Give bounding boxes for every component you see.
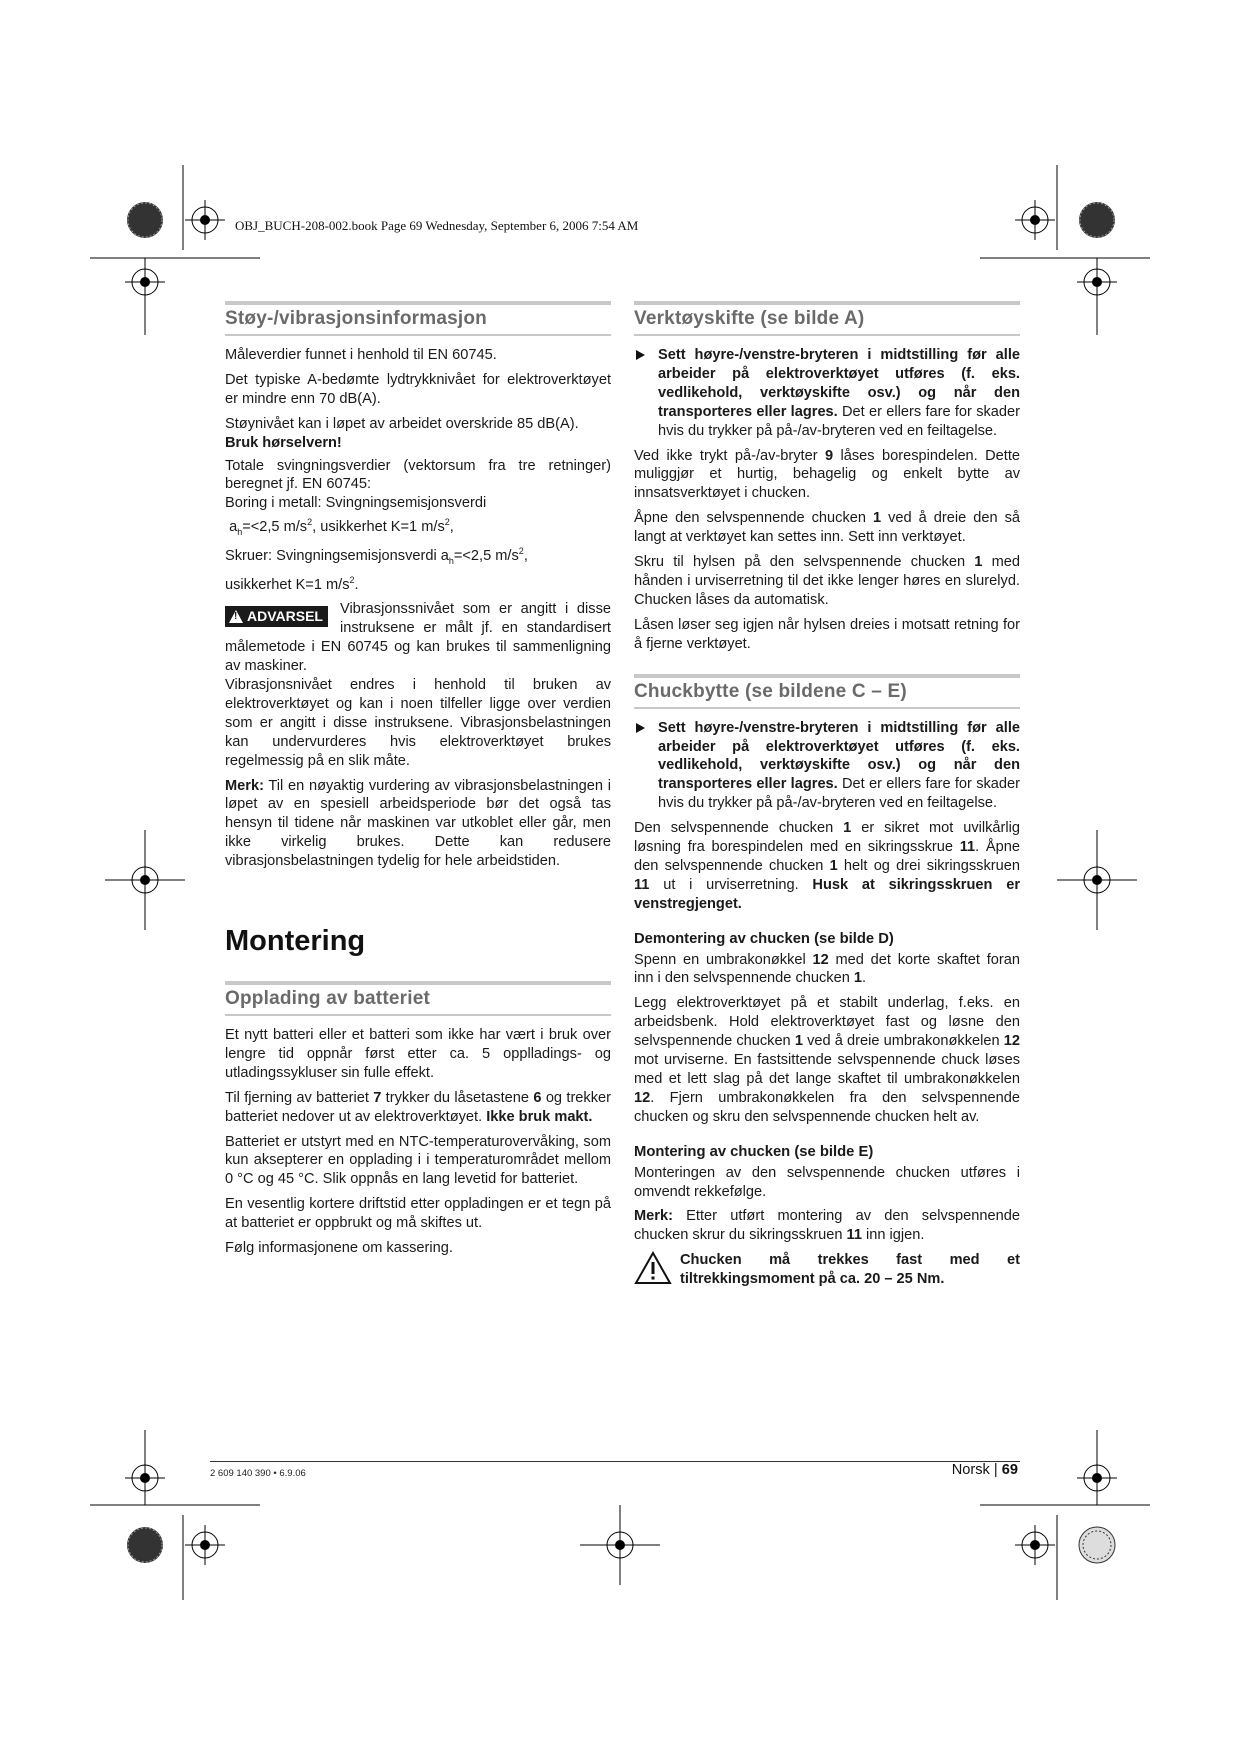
paragraph: Følg informasjonene om kassering. bbox=[225, 1240, 453, 1257]
section-title-chuck-change: Chuckbytte (se bildene C – E) bbox=[634, 674, 1020, 709]
subheading-montering: Montering av chucken (se bilde E) bbox=[634, 1143, 874, 1160]
warning-text: Vibrasjonssnivået som er angitt i disse instruksene er målt jf. en standardisert målemetode i EN 60745 og kan brukes til sammenligning av maskiner. bbox=[225, 601, 611, 675]
paragraph: Skru til hylsen på den selvspennende chucken 1 med hånden i urviserretning til det ikke lenger høres en slurelyd. Chucken låses da automatisk. bbox=[634, 554, 1020, 608]
footer-page: Norsk | 69 bbox=[951, 1462, 1018, 1478]
paragraph: Åpne den selvspennende chucken 1 ved å dreie den så langt at verktøyet kan settes inn. Sett inn verktøyet. bbox=[634, 510, 1021, 546]
caution-text: Chucken må trekkes fast med et tiltrekkingsmoment på ca. 20 – 25 Nm. bbox=[680, 1252, 1020, 1288]
star-target-icon bbox=[1079, 1527, 1115, 1563]
star-target-icon bbox=[127, 1527, 163, 1563]
caution-triangle-icon bbox=[634, 1251, 672, 1285]
paragraph: Batteriet er utstyrt med en NTC-temperaturovervåking, som kun aksepterer en opplading i i temperaturområdet mellom 0 °C og 45 °C. Slik oppnås en lang levetid for batteriet. bbox=[225, 1133, 611, 1188]
paragraph: Legg elektroverktøyet på et stabilt underlag, f.eks. en arbeidsbenk. Hold elektroverktøyet fast og løsne den selvspennende chucken 1 ved å dreie umbrakonøkkelen 12 mot urviserne. En fastsittende selvspennende chuck løses med et lett slag på det lange skaftet til umbrakonøkkelen 12. Fjern umbrakonøkkelen fra den selvspennende chucken og skru den selvspennende chucken helt av. bbox=[634, 995, 1020, 1125]
chapter-title-montering: Montering bbox=[225, 925, 366, 958]
subheading-demontering: Demontering av chucken (se bilde D) bbox=[634, 930, 894, 947]
warning-triangle-icon: ! bbox=[229, 610, 243, 623]
star-target-icon bbox=[127, 202, 163, 238]
footer-code: 2 609 140 390 • 6.9.06 bbox=[210, 1468, 306, 1479]
star-target-icon bbox=[1079, 202, 1115, 238]
section-title-charging: Opplading av batteriet bbox=[225, 981, 611, 1016]
paragraph: En vesentlig kortere driftstid etter oppladingen er et tegn på at batteriet er oppbrukt og må skiftes ut. bbox=[225, 1196, 611, 1232]
warning-badge: ! ADVARSEL bbox=[225, 606, 328, 627]
paragraph: Det typiske A-bedømte lydtrykknivået for elektroverktøyet er mindre enn 70 dB(A). bbox=[225, 371, 611, 407]
vibration-values: Totale svingningsverdier (vektorsum fra tre retninger) beregnet jf. EN 60745: Boring i metall: Svingningsemisjonsverdi $a_h=<2,5$ $m/s^2$, usikkerhet K=1 $m/s^2$, Skruer: Svingningsemisjonsverdi $a_h=<2,5$ $m/s^2$, usikkerhet K=1 $m/s^2$. bbox=[225, 457, 611, 593]
bullet-arrow-icon bbox=[636, 723, 645, 733]
book-header: OBJ_BUCH-208-002.book Page 69 Wednesday, September 6, 2006 7:54 AM bbox=[235, 218, 639, 233]
safety-bullet: Sett høyre-/venstre-bryteren i midtstilling før alle arbeider på elektroverktøyet utføres (f. eks. vedlikehold, verktøyskifte osv.) og når den transporteres eller lagres. Det er ellers fare for skader hvis du trykker på på-/av-bryteren ved en feiltagelse. bbox=[634, 719, 1020, 814]
safety-bullet: Sett høyre-/venstre-bryteren i midtstilling før alle arbeider på elektroverktøyet utføres (f. eks. vedlikehold, verktøyskifte osv.) og når den transporteres eller lagres. Det er ellers fare for skader hvis du trykker på på-/av-bryteren ved en feiltagelse. bbox=[634, 346, 1020, 441]
paragraph: Et nytt batteri eller et batteri som ikke har vært i bruk over lengre tid oppnår først etter ca. 5 opplladings- og utladingssykluser sin fulle effekt. bbox=[225, 1027, 611, 1081]
paragraph: Spenn en umbrakonøkkel 12 med det korte skaftet foran inn i den selvspennende chucken 1. bbox=[634, 951, 1020, 987]
footer-rule bbox=[210, 1461, 1020, 1462]
right-column bbox=[634, 301, 1020, 1289]
paragraph: Ved ikke trykt på-/av-bryter 9 låses borespindelen. Dette muliggjør et hurtig, behagelig og enkelt bytte av innsatsverktøyet i chucken. bbox=[634, 447, 1021, 502]
left-column bbox=[225, 301, 611, 1264]
paragraph: Den selvspennende chucken 1 er sikret mot uvilkårlig løsning fra borespindelen med en sikringsskrue 11. Åpne den selvspennende chucken 1 helt og drei sikringsskruen 11 ut i urviserretning. Husk at sikringsskruen er venstregjenget. bbox=[634, 820, 1020, 912]
section-title-tool-change: Verktøyskifte (se bilde A) bbox=[634, 301, 1020, 336]
note-paragraph: Merk: Til en nøyaktig vurdering av vibrasjonsbelastningen i løpet av en spesiell arbeidsperiode bør det også tas hensyn til tidene når maskinen var utkoblet eller går, men ikke virkelig brukes. Dette kan redusere vibrasjonsbelastningen tydelig for hele arbeidstiden. bbox=[225, 777, 611, 870]
bullet-arrow-icon bbox=[636, 350, 645, 360]
paragraph: Låsen løser seg igjen når hylsen dreies i motsatt retning for å fjerne verktøyet. bbox=[634, 616, 1020, 652]
paragraph: Monteringen av den selvspennende chucken utføres i omvendt rekkefølge. bbox=[634, 1164, 1020, 1200]
note-paragraph: Merk: Etter utført montering av den selvspennende chucken skrur du sikringsskruen 11 inn igjen. bbox=[634, 1208, 1020, 1244]
paragraph: Til fjerning av batteriet 7 trykker du låsetastene 6 og trekker batteriet nedover ut av elektroverktøyet. Ikke bruk makt. bbox=[225, 1089, 611, 1125]
caution-block bbox=[634, 1251, 1020, 1289]
page-number: 69 bbox=[1001, 1462, 1018, 1478]
warning-block bbox=[225, 600, 611, 676]
paragraph: Vibrasjonsnivået endres i henhold til bruken av elektroverktøyet og kan i noen tilfeller ligge over verdien som er angitt i disse instruksene. Vibrasjonsbelastningen kan undervurderes hvis elektroverktøyet brukes regelmessig på en slik måte. bbox=[225, 676, 611, 769]
paragraph: Måleverdier funnet i henhold til EN 60745. bbox=[225, 347, 497, 363]
paragraph: Støynivået kan i løpet av arbeidet overskride 85 dB(A). Bruk hørselvern! bbox=[225, 415, 579, 451]
section-title-noise: Støy-/vibrasjonsinformasjon bbox=[225, 301, 611, 336]
